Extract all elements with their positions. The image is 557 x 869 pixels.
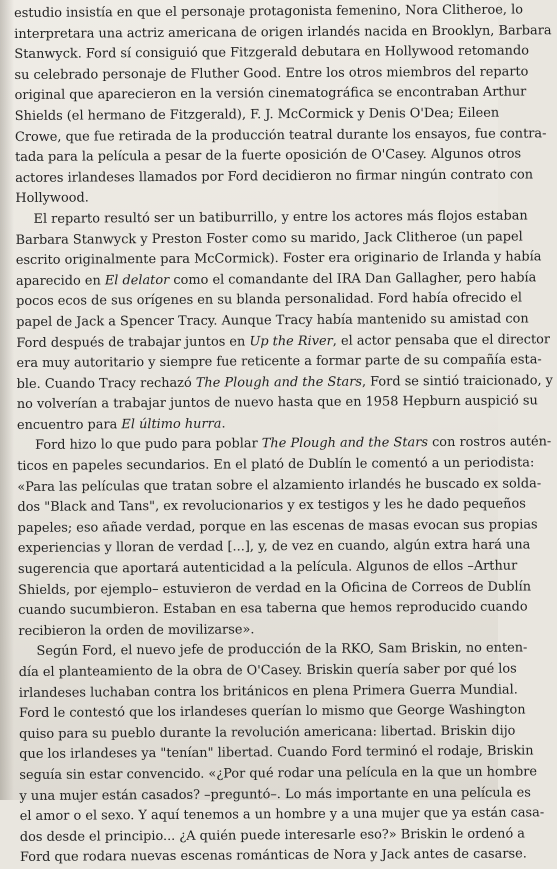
- page-gutter-shadow: [0, 0, 14, 800]
- text-line: Ford le contestó que los irlandeses querían lo mismo que George Washington: [18, 702, 526, 722]
- text-line: papeles; eso añade verdad, porque en las escenas de masas evocan sus propias: [17, 517, 538, 536]
- text-line: su celebrado personaje de Fluther Good. Entre los otros miembros del reparto: [14, 64, 529, 83]
- text-line: sugerencia que aportará autenticidad a la película. Algunos de ellos –Arthur: [17, 558, 518, 578]
- text-line: interpretara una actriz americana de origen irlandés nacida en Brooklyn, Barbara: [14, 22, 552, 42]
- text-line: Ford hizo lo que pudo para poblar The Plough and the Stars con rostros autén-: [35, 434, 552, 454]
- text-line: el amor o el sexo. Y aquí tenemos a un hombre y a una mujer que ya están casa-: [19, 805, 545, 825]
- text-line: actores irlandeses llamados por Ford decidieron no firmar ningún contrato con: [15, 167, 534, 186]
- text-line: Barbara Stanwyck y Preston Foster como su marido, Jack Clitheroe (un papel: [15, 228, 523, 248]
- text-line: encuentro para El último hurra.: [16, 416, 226, 433]
- text-line: que los irlandeses ya "tenían" libertad. Cuando Ford terminó el rodaje, Briskin: [19, 743, 534, 763]
- text-line: no volverían a trabajar juntos de nuevo hasta que en 1958 Hepburn auspició su: [16, 393, 538, 413]
- text-line: papel de Jack a Spencer Tracy. Aunque Tracy había mantenido su amistad con: [16, 311, 529, 330]
- paragraph: [17, 433, 552, 642]
- text-line: recibieron la orden de movilizarse».: [18, 622, 255, 639]
- text-line: aparecido en El delator como el comandante del IRA Dan Gallagher, pero había: [15, 270, 537, 289]
- text-line: era muy autoritario y siempre fue reticente a formar parte de su compañía esta-: [16, 352, 542, 372]
- paragraph: [18, 639, 545, 869]
- text-line: experiencias y lloran de verdad [...], y, de vez en cuando, algún extra hará una: [17, 537, 531, 557]
- paragraph: [15, 207, 553, 437]
- text-line: dos desde el principio... ¿A quién puede interesarle eso?» Briskin le ordenó a: [19, 826, 526, 845]
- text-line: ticos en papeles secundarios. En el plató de Dublín le comentó a un periodista:: [17, 455, 535, 475]
- text-line: Crowe, que fue retirada de la producción teatral durante los ensayos, fue contra-: [14, 125, 547, 145]
- text-line: cuando sucumbieron. Estaban en esa taberna que hemos reproducido cuando: [18, 599, 528, 619]
- text-line: Según Ford, el nuevo jefe de producción de la RKO, Sam Briskin, no enten-: [36, 640, 528, 660]
- text-line: Hollywood.: [15, 190, 89, 207]
- text-line: tada para la película a pesar de la fuerte oposición de O'Casey. Algunos otros: [15, 146, 522, 166]
- text-line: escrito originalmente para McCormick). Foster era originario de Irlanda y había: [15, 249, 542, 269]
- text-line: El reparto resultó ser un batiburrillo, y entre los actores más flojos estaban: [33, 208, 528, 227]
- text-line: irlandeses luchaban contra los británicos en plena Primera Guerra Mundial.: [18, 682, 518, 701]
- text-line: original que aparecieron en la versión cinematográfica se encontraban Arthur: [14, 84, 527, 104]
- text-line: «Para las películas que tratan sobre el alzamiento irlandés he buscado ex solda-: [17, 475, 542, 495]
- text-line: estudio insistía en que el personaje protagonista femenino, Nora Clitheroe, lo: [14, 2, 524, 21]
- text-line: dos "Black and Tans", ex revolucionarios y ex testigos y les he dado pequeños: [17, 496, 526, 516]
- page-text: [14, 1, 553, 869]
- text-line: seguía sin estar convencido. «¿Por qué rodar una película en la que un hombre: [19, 764, 538, 783]
- paragraph: [14, 1, 552, 210]
- text-line: Ford que rodara nuevas escenas románticas de Nora y Jack antes de casarse.: [19, 846, 527, 866]
- text-line: Shields (el hermano de Fitzgerald), F. J. McCormick y Denis O'Dea; Eileen: [14, 105, 500, 124]
- text-line: quiso para su pueblo durante la revolución americana: libertad. Briskin dijo: [19, 723, 516, 742]
- text-line: Shields, por ejemplo– estuvieron de verdad en la Oficina de Correos de Dublín: [18, 579, 532, 598]
- text-line: Ford después de trabajar juntos en Up the River, el actor pensaba que el director: [16, 331, 551, 351]
- text-line: ble. Cuando Tracy rechazó The Plough and the Stars, Ford se sintió traicionado, y: [16, 372, 553, 392]
- text-line: pocos ecos de sus orígenes en su blanda personalidad. Ford había ofrecido el: [16, 290, 522, 310]
- text-line: y una mujer están casados? –preguntó–. Lo más importante en una película es: [19, 784, 531, 804]
- text-line: día el planteamiento de la obra de O'Casey. Briskin quería saber por qué los: [18, 661, 517, 680]
- text-line: Stanwyck. Ford sí consiguió que Fitzgerald debutara en Hollywood retomando: [14, 43, 530, 63]
